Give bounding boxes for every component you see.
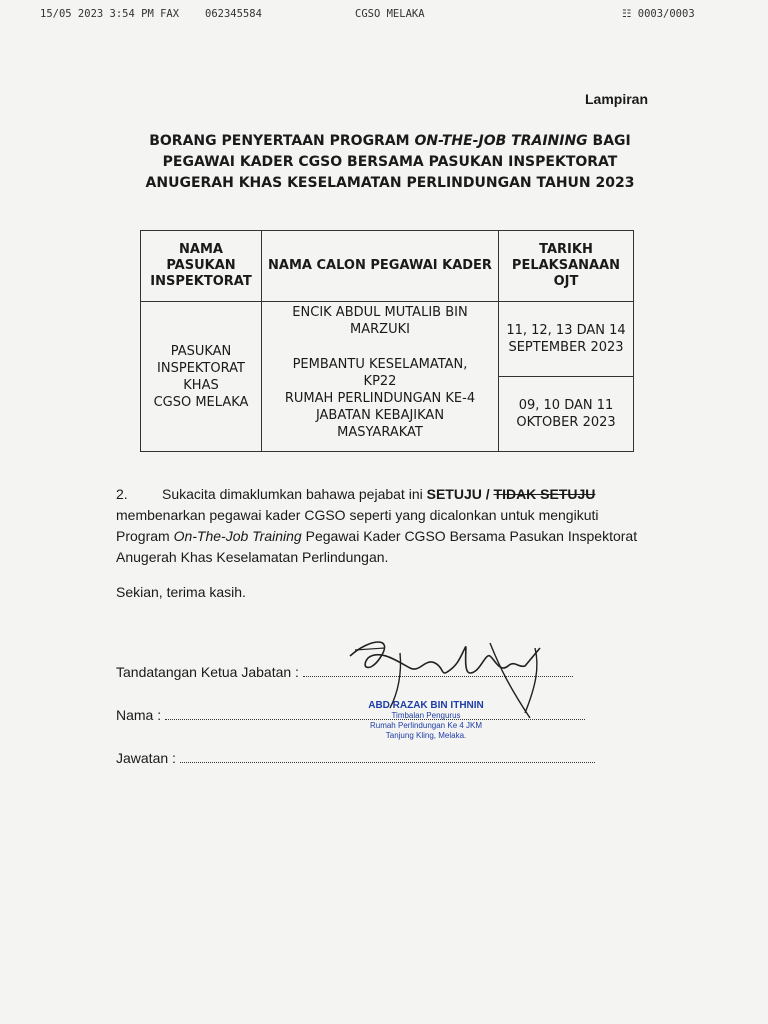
- title-line-1: [90, 131, 690, 152]
- cell-pasukan: [141, 302, 262, 452]
- lampiran-label: Lampiran: [585, 91, 649, 107]
- fax-number: 062345584: [205, 8, 262, 20]
- title-line-3: ANUGERAH KHAS KESELAMATAN PERLINDUNGAN TAHUN 2023: [145, 175, 635, 191]
- tarikh-line: OKTOBER 2023: [516, 415, 616, 430]
- calon-detail-line: PEMBANTU KESELAMATAN,: [292, 357, 468, 372]
- pasukan-line: PASUKAN: [170, 343, 232, 359]
- table-header-row: [141, 231, 634, 302]
- option-slash: /: [481, 486, 494, 502]
- header-tarikh: TARIKH PELAKSANAAN OJT: [499, 231, 634, 302]
- body-paragraph: [116, 484, 654, 568]
- header-calon: NAMA CALON PEGAWAI KADER: [262, 231, 499, 302]
- calon-name-line: ENCIK ABDUL MUTALIB BIN: [292, 305, 468, 320]
- stamp-line: Rumah Perlindungan Ke 4 JKM: [369, 721, 483, 730]
- title-post: BAGI: [587, 133, 631, 149]
- calon-detail-line: KP22: [363, 374, 397, 389]
- fax-datetime: 15/05 2023 3:54 PM FAX: [40, 8, 180, 20]
- fax-page-number: 0003/0003: [637, 8, 695, 20]
- paragraph-text-1: Sukacita dimaklumkan bahawa pejabat ini: [162, 486, 427, 502]
- calon-detail-line: RUMAH PERLINDUNGAN KE-4: [284, 391, 476, 406]
- paragraph-italic: On-The-Job Training: [173, 528, 302, 544]
- tandatangan-label: Tandatangan Ketua Jabatan :: [116, 664, 299, 680]
- calon-detail-line: JABATAN KEBAJIKAN: [315, 408, 445, 423]
- setuju-option: SETUJU: [426, 486, 482, 502]
- document-title: [90, 131, 690, 194]
- paragraph-text-3: Pegawai Kader CGSO Bersama Pasukan Inspektorat Anugerah Khas Keselamatan Perlindungan.: [116, 528, 638, 565]
- jawatan-field: [116, 750, 595, 766]
- calon-name-line: MARZUKI: [350, 322, 410, 337]
- header-pasukan: NAMA PASUKAN INSPEKTORAT: [141, 231, 262, 302]
- stamp-line: Tanjung Kling, Melaka.: [385, 731, 467, 740]
- calon-detail-line: MASYARAKAT: [337, 425, 423, 440]
- fax-sender: CGSO MELAKA: [355, 8, 425, 20]
- title-pre: BORANG PENYERTAAN PROGRAM: [149, 133, 415, 149]
- pasukan-line: CGSO MELAKA: [153, 394, 249, 410]
- tarikh-line: SEPTEMBER 2023: [508, 340, 624, 355]
- cell-tarikh-2: [499, 377, 634, 452]
- table-row: [141, 302, 634, 377]
- title-italic: ON-THE-JOB TRAINING: [414, 133, 588, 149]
- jawatan-line: [180, 750, 595, 763]
- tidak-setuju-option: TIDAK SETUJU: [493, 486, 596, 502]
- paragraph-text-2: membenarkan pegawai kader CGSO seperti yang dicalonkan untuk mengikuti Program: [116, 507, 599, 544]
- cell-calon: [262, 302, 499, 452]
- tarikh-line: 09, 10 DAN 11: [518, 398, 614, 413]
- tarikh-line: 11, 12, 13 DAN 14: [506, 323, 626, 338]
- pasukan-line: INSPEKTORAT: [157, 360, 245, 376]
- pasukan-line: KHAS: [183, 377, 219, 393]
- nama-label: Nama :: [116, 707, 162, 723]
- fax-page: [622, 8, 695, 20]
- participant-table: [140, 230, 634, 452]
- stamp-name: ABD RAZAK BIN ITHNIN: [368, 700, 484, 711]
- stamp-line: Timbalan Pengurus: [391, 711, 461, 720]
- closing-text: Sekian, terima kasih.: [116, 584, 246, 600]
- official-stamp: [356, 700, 496, 741]
- cell-tarikh-1: [499, 302, 634, 377]
- paragraph-number: 2.: [116, 486, 128, 502]
- title-line-2: PEGAWAI KADER CGSO BERSAMA PASUKAN INSPEKTORAT: [162, 154, 618, 170]
- page-icon: ☷: [622, 8, 638, 20]
- jawatan-label: Jawatan :: [116, 750, 176, 766]
